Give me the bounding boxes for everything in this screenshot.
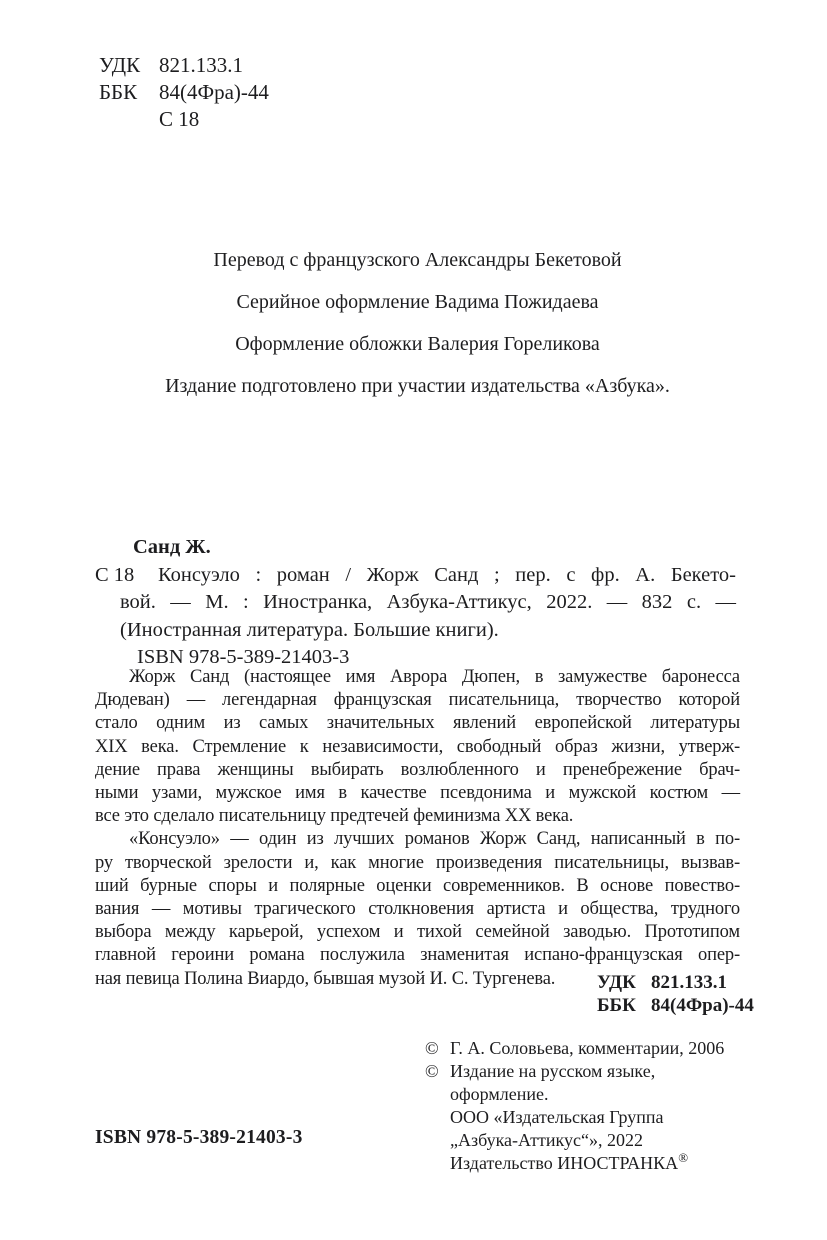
copyright-line bbox=[425, 1152, 755, 1175]
top-bibliographic-codes bbox=[99, 52, 269, 133]
catalog-line: Консуэло : роман / Жорж Санд ; пер. с фр. А. Бекето- bbox=[158, 563, 736, 586]
edition-credits bbox=[95, 249, 740, 397]
annotation-line: дение права женщины выбирать возлюбленного и пренебрежение брач- bbox=[95, 759, 740, 780]
udk-value-bottom: 821.133.1 bbox=[651, 972, 727, 993]
copyright-symbol-empty bbox=[425, 1129, 450, 1152]
annotation bbox=[95, 666, 740, 991]
annotation-line: Дюдеван) — легендарная французская писательница, творчество которой bbox=[95, 690, 740, 711]
annotation-line: ший бурные споры и полярные оценки современников. В основе повество- bbox=[95, 875, 740, 896]
copyright-line bbox=[425, 1037, 755, 1060]
copyright-symbol: © bbox=[425, 1038, 439, 1058]
copyright-line bbox=[425, 1129, 755, 1152]
copyright-symbol-empty bbox=[425, 1152, 450, 1175]
author-sign-spacer bbox=[99, 106, 147, 133]
copyright-text: ООО «Издательская Группа bbox=[450, 1107, 664, 1127]
bbk-value-bottom: 84(4Фра)-44 bbox=[651, 995, 754, 1016]
annotation-line: стало одним из самых значительных явлений европейской литературы bbox=[95, 713, 740, 734]
annotation-line: главной героини романа послужила знаменитая испано-французская опер- bbox=[95, 945, 740, 966]
annotation-line: ру творческой зрелости и, как многие произведения писательницы, вызвав- bbox=[95, 852, 740, 873]
isbn: ISBN 978-5-389-21403-3 bbox=[95, 1127, 303, 1148]
copyright-symbol: © bbox=[425, 1061, 439, 1081]
publisher-participation-note: Издание подготовлено при участии издательства «Азбука». bbox=[165, 375, 670, 397]
author-sign: С 18 bbox=[95, 563, 135, 586]
annotation-line: ная певица Полина Виардо, бывшая музой И. С. Тургенева. bbox=[95, 968, 556, 989]
annotation-line: XIX века. Стремление к независимости, свободный образ жизни, утверж- bbox=[95, 736, 740, 757]
bbk-value: 84(4Фра)-44 bbox=[159, 80, 269, 104]
annotation-line: выбора между карьерой, успехом и тихой семейной заводью. Прототипом bbox=[95, 922, 740, 943]
publisher-imprint-name: Издательство ИНОСТРАНКА bbox=[450, 1153, 679, 1173]
annotation-line: «Консуэло» — один из лучших романов Жорж Санд, написанный в по- bbox=[129, 829, 740, 850]
copyright-line bbox=[425, 1106, 755, 1129]
annotation-paragraph-1 bbox=[95, 666, 740, 828]
bbk-row-bottom bbox=[597, 994, 754, 1017]
catalog-card bbox=[95, 534, 736, 672]
udk-row-bottom bbox=[597, 971, 754, 994]
author-sign-row bbox=[99, 106, 269, 133]
author-sign-value: С 18 bbox=[159, 107, 200, 131]
annotation-line: все это сделало писательницу предтечей феминизма XX века. bbox=[95, 806, 574, 827]
bbk-label: ББК bbox=[99, 80, 138, 104]
udk-label: УДК bbox=[99, 53, 141, 77]
copyright-block bbox=[425, 1037, 755, 1175]
publisher-imprint-text bbox=[450, 1152, 755, 1175]
annotation-line: ными узами, мужское имя в качестве псевдонима и мужской костюм — bbox=[95, 783, 740, 804]
udk-label-bottom: УДК bbox=[597, 972, 636, 993]
annotation-paragraph-2 bbox=[95, 828, 740, 990]
copyright-line bbox=[425, 1060, 755, 1106]
udk-row bbox=[99, 52, 269, 79]
catalog-entry bbox=[95, 562, 736, 672]
copyright-text: „Азбука-Аттикус“», 2022 bbox=[450, 1130, 643, 1150]
series-design-credit: Серийное оформление Вадима Пожидаева bbox=[236, 291, 599, 313]
bbk-row bbox=[99, 79, 269, 106]
catalog-line: (Иностранная литература. Большие книги). bbox=[120, 618, 499, 641]
bottom-bibliographic-codes bbox=[597, 971, 754, 1017]
annotation-line: Жорж Санд (настоящее имя Аврора Дюпен, в замужестве баронесса bbox=[129, 667, 740, 687]
catalog-author-heading: Санд Ж. bbox=[133, 536, 211, 558]
bbk-label-bottom: ББК bbox=[597, 995, 636, 1016]
copyright-text: Издание на русском языке, оформление. bbox=[450, 1061, 656, 1104]
catalog-isbn-line: ISBN 978-5-389-21403-3 bbox=[137, 646, 350, 668]
copyright-text: Г. А. Соловьева, комментарии, 2006 bbox=[450, 1038, 725, 1058]
cover-design-credit: Оформление обложки Валерия Гореликова bbox=[235, 333, 600, 355]
copyright-symbol-empty bbox=[425, 1106, 450, 1129]
udk-value: 821.133.1 bbox=[159, 53, 243, 77]
catalog-line: вой. — М. : Иностранка, Азбука-Аттикус, 2022. — 832 с. — bbox=[120, 591, 736, 613]
registered-trademark-symbol: ® bbox=[678, 1150, 689, 1165]
translator-credit: Перевод с французского Александры Бекетовой bbox=[213, 249, 622, 271]
annotation-line: вания — мотивы трагического столкновения артиста и общества, трудного bbox=[95, 899, 740, 920]
